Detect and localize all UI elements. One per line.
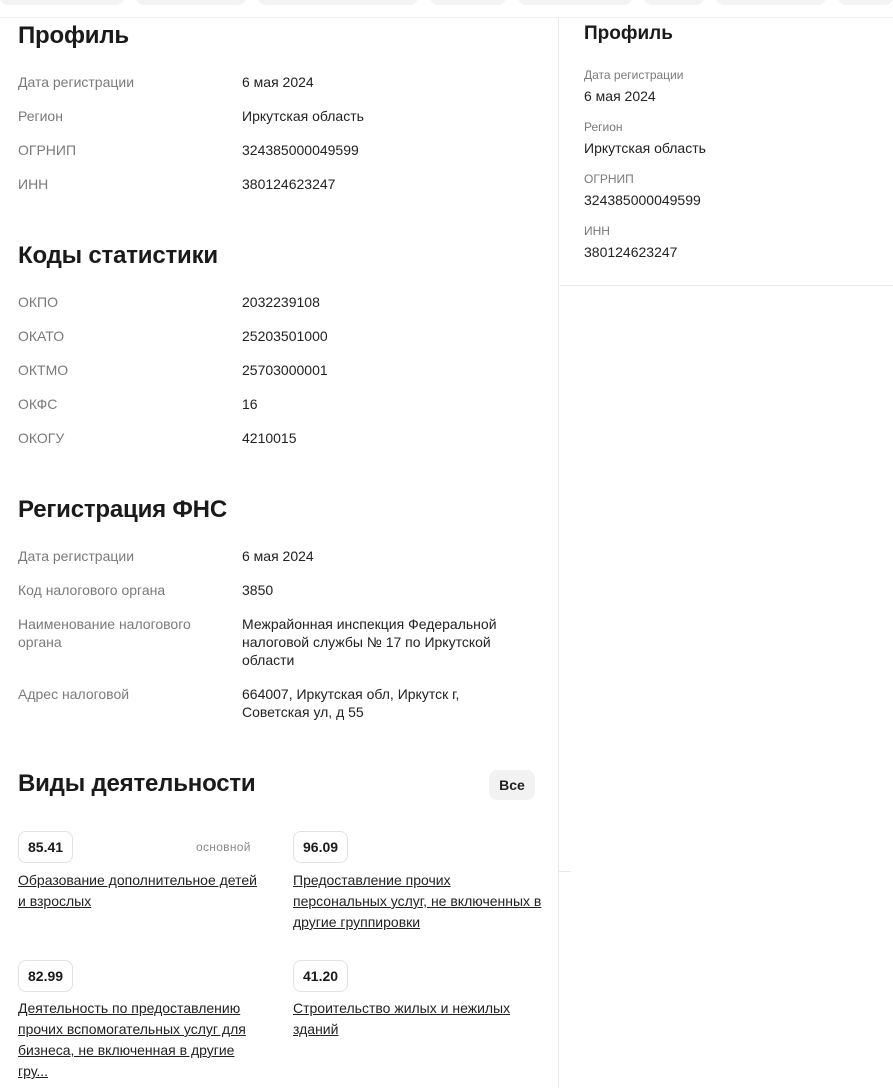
fns-title: Регистрация ФНС: [18, 496, 227, 523]
row-label: Регион: [18, 108, 63, 124]
row-value: 3850: [242, 582, 274, 598]
row-value: Межрайонная инспекция Федеральной налоговой службы № 17 по Иркутской области: [242, 616, 497, 668]
activity-link[interactable]: Строительство жилых и нежилых зданий: [293, 1000, 511, 1037]
row-label: ОКПО: [18, 294, 58, 310]
tab-pill[interactable]: [838, 0, 893, 5]
row-value: 324385000049599: [242, 142, 359, 158]
activity-code-badge: 96.09: [293, 831, 348, 863]
row-label: Дата регистрации: [18, 548, 135, 564]
sidebar-label: ИНН: [584, 224, 610, 238]
tab-pill[interactable]: [644, 0, 704, 5]
row-value: 16: [242, 396, 258, 412]
divider: [559, 871, 571, 872]
row-label: Код налогового органа: [18, 582, 166, 598]
activity-code-badge: 82.99: [18, 960, 73, 992]
stats-title: Коды статистики: [18, 242, 218, 269]
sidebar-label: Регион: [584, 120, 623, 134]
main-content: [0, 18, 559, 1088]
tab-pill[interactable]: [430, 0, 506, 5]
tab-pill[interactable]: [258, 0, 418, 5]
row-value: 380124623247: [242, 176, 336, 192]
tab-pill[interactable]: [0, 0, 124, 5]
all-activities-button[interactable]: Все: [489, 770, 535, 800]
row-value: 6 мая 2024: [242, 74, 314, 90]
sidebar-value: 324385000049599: [584, 192, 701, 208]
activity-code-badge: 41.20: [293, 960, 348, 992]
row-value: 664007, Иркутская обл, Иркутск г, Советская ул, д 55: [242, 686, 460, 720]
activity-link[interactable]: Предоставление прочих персональных услуг, не включенных в другие группировки: [293, 872, 542, 930]
row-label: ОГРНИП: [18, 142, 77, 158]
tab-pill[interactable]: [716, 0, 826, 5]
sidebar-value: 6 мая 2024: [584, 88, 656, 104]
row-value: 25203501000: [242, 328, 328, 344]
sidebar-value: 380124623247: [584, 244, 678, 260]
row-label: ОКАТО: [18, 328, 65, 344]
row-value: Иркутская область: [242, 108, 364, 124]
main-activity-tag: основной: [196, 840, 251, 854]
activities-title: Виды деятельности: [18, 770, 256, 797]
activity-code-badge: 85.41: [18, 831, 73, 863]
row-label: ОКТМО: [18, 362, 69, 378]
row-value: 2032239108: [242, 294, 320, 310]
tab-pill[interactable]: [518, 0, 632, 5]
sidebar-title: Профиль: [584, 23, 673, 44]
row-label: Наименование налогового органа: [18, 616, 191, 650]
row-label: ОКОГУ: [18, 430, 65, 446]
top-tab-strip: [0, 0, 893, 18]
row-value: 25703000001: [242, 362, 328, 378]
profile-title: Профиль: [18, 22, 129, 49]
sidebar-label: ОГРНИП: [584, 172, 634, 186]
row-value: 4210015: [242, 430, 297, 446]
tab-pill[interactable]: [136, 0, 246, 5]
row-label: ИНН: [18, 176, 49, 192]
sidebar-divider: [560, 285, 893, 286]
activity-link[interactable]: Деятельность по предоставлению прочих вспомогательных услуг для бизнеса, не включенная в другие гру...: [18, 1000, 246, 1079]
row-label: Адрес налоговой: [18, 686, 130, 702]
sidebar-label: Дата регистрации: [584, 68, 684, 82]
row-label: Дата регистрации: [18, 74, 135, 90]
row-value: 6 мая 2024: [242, 548, 314, 564]
row-label: ОКФС: [18, 396, 58, 412]
sidebar-value: Иркутская область: [584, 140, 706, 156]
activity-link[interactable]: Образование дополнительное детей и взрослых: [18, 872, 257, 909]
